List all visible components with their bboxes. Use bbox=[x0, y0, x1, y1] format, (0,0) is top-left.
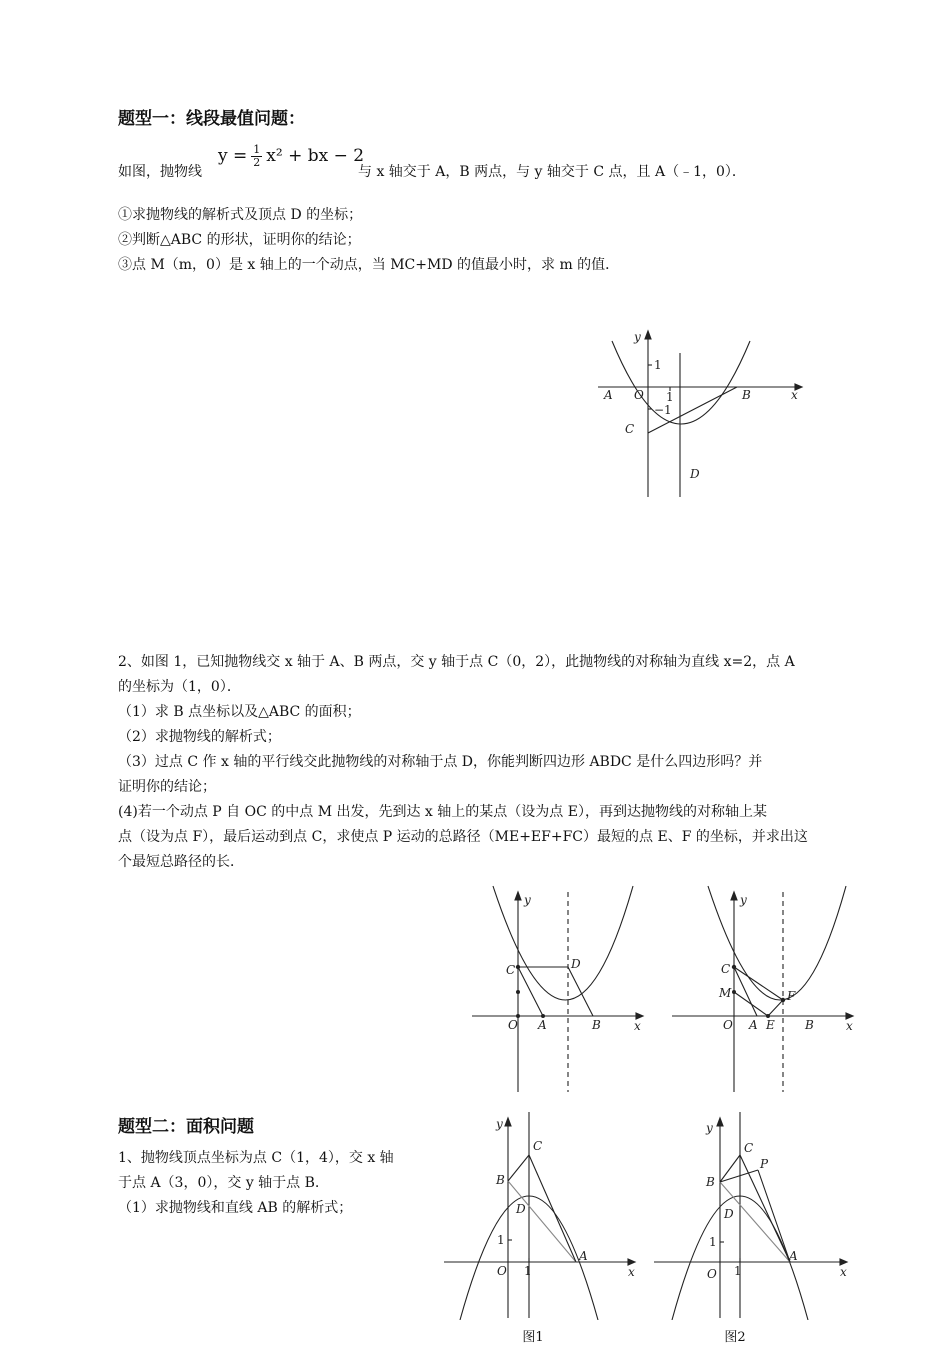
label-A: A bbox=[538, 1018, 547, 1032]
problem2-line-3: （1）求 B 点坐标以及△ABC 的面积； bbox=[118, 704, 361, 720]
problem2-line-8: 点（设为点 F），最后运动到点 C，求使点 P 运动的总路径（ME+EF+FC）最短的点 E、F 的坐标，并求出这 bbox=[118, 829, 808, 845]
section2-line-2: 于点 A（3，0），交 y 轴于点 B. bbox=[118, 1175, 320, 1191]
label-D: D bbox=[690, 467, 700, 481]
section2-line-1: 1、抛物线顶点坐标为点 C（1，4），交 x 轴 bbox=[118, 1150, 394, 1166]
parabola-formula bbox=[218, 136, 364, 176]
section1-question-2: ②判断△ABC 的形状，证明你的结论； bbox=[118, 232, 361, 248]
label-A: A bbox=[789, 1249, 798, 1263]
label-x: x bbox=[840, 1265, 847, 1279]
segment-ba bbox=[720, 1182, 790, 1262]
problem2-text bbox=[118, 650, 838, 875]
formula-rest: x² + bx − 2 bbox=[266, 146, 365, 166]
section1-heading: 题型一：线段最值问题： bbox=[118, 109, 305, 129]
segment-ca bbox=[518, 967, 543, 1016]
label-x: x bbox=[846, 1019, 853, 1033]
label-D: D bbox=[571, 957, 581, 971]
formula-fraction bbox=[251, 144, 262, 169]
label-A: A bbox=[579, 1249, 588, 1263]
segment-bc bbox=[720, 1155, 740, 1182]
label-C: C bbox=[721, 962, 731, 976]
label-neg-one: −1 bbox=[654, 403, 672, 417]
label-D: D bbox=[516, 1202, 526, 1216]
label-O: O bbox=[723, 1018, 733, 1032]
problem2-line-6: 证明你的结论； bbox=[118, 779, 216, 795]
label-y: y bbox=[634, 330, 641, 344]
segment-pa bbox=[758, 1170, 790, 1262]
label-F: F bbox=[787, 989, 796, 1003]
label-one-x: 1 bbox=[524, 1264, 532, 1278]
section1-parabola-figure bbox=[590, 325, 810, 505]
label-P: P bbox=[760, 1157, 769, 1171]
label-x: x bbox=[791, 388, 798, 402]
formula-lhs: y = bbox=[218, 146, 248, 166]
label-one-x: 1 bbox=[666, 390, 674, 404]
label-B: B bbox=[742, 388, 751, 402]
problem2-line-5: （3）过点 C 作 x 轴的平行线交此抛物线的对称轴于点 D，你能判断四边形 ABDC 是什么四边形吗？并 bbox=[118, 754, 763, 770]
label-B: B bbox=[706, 1175, 715, 1189]
label-A: A bbox=[749, 1018, 758, 1032]
section1-question-3: ③点 M（m，0）是 x 轴上的一个动点，当 MC+MD 的值最小时，求 m 的值． bbox=[118, 257, 620, 273]
label-one-y: 1 bbox=[654, 358, 662, 372]
parabola-curve bbox=[493, 886, 633, 1000]
label-O: O bbox=[497, 1264, 507, 1278]
label-x: x bbox=[634, 1019, 641, 1033]
label-C: C bbox=[533, 1139, 543, 1153]
label-O: O bbox=[707, 1267, 717, 1281]
label-B: B bbox=[496, 1173, 505, 1187]
label-O: O bbox=[508, 1018, 518, 1032]
section2-text bbox=[118, 1146, 438, 1221]
problem2-figure-1 bbox=[468, 884, 648, 1094]
section1-intro-after: 与 x 轴交于 A，B 两点，与 y 轴交于 C 点，且 A（﹣1，0）． bbox=[358, 164, 746, 180]
segment-me bbox=[734, 992, 768, 1016]
segment-db bbox=[568, 967, 593, 1016]
section2-figure-2-caption: 图2 bbox=[724, 1330, 746, 1345]
label-M: M bbox=[719, 986, 732, 1000]
formula-frac-den: 2 bbox=[253, 155, 261, 169]
label-C: C bbox=[744, 1141, 754, 1155]
label-y: y bbox=[524, 893, 531, 907]
label-one-x: 1 bbox=[734, 1264, 742, 1278]
label-D: D bbox=[724, 1207, 734, 1221]
segment-ca bbox=[740, 1155, 790, 1262]
label-C: C bbox=[506, 963, 516, 977]
segment-ef bbox=[768, 1000, 783, 1016]
label-one-y: 1 bbox=[709, 1235, 717, 1249]
segment-bc bbox=[508, 1155, 529, 1181]
label-B: B bbox=[805, 1018, 814, 1032]
label-A: A bbox=[604, 388, 613, 402]
problem2-line-7: (4)若一个动点 P 自 OC 的中点 M 出发，先到达 x 轴上的某点（设为点 E），再到达抛物线的对称轴上某 bbox=[118, 804, 767, 820]
parabola-curve bbox=[708, 886, 846, 1000]
section1-question-1: ①求抛物线的解析式及顶点 D 的坐标； bbox=[118, 207, 363, 223]
label-B: B bbox=[592, 1018, 601, 1032]
label-E: E bbox=[766, 1018, 775, 1032]
label-x: x bbox=[628, 1265, 635, 1279]
section2-heading: 题型二：面积问题 bbox=[118, 1117, 254, 1137]
section2-line-3: （1）求抛物线和直线 AB 的解析式； bbox=[118, 1200, 353, 1216]
label-C: C bbox=[625, 422, 635, 436]
problem2-line-4: （2）求抛物线的解析式； bbox=[118, 729, 281, 745]
segment-ba bbox=[508, 1181, 576, 1262]
label-y: y bbox=[740, 893, 747, 907]
section2-figure-2 bbox=[650, 1110, 855, 1320]
section1-intro-before: 如图，抛物线 bbox=[118, 164, 202, 180]
section2-figure-1-caption: 图1 bbox=[522, 1330, 544, 1345]
label-y: y bbox=[496, 1117, 503, 1131]
formula-frac-num: 1 bbox=[253, 142, 261, 156]
segment-ca bbox=[529, 1155, 576, 1262]
problem2-line-1: 2、如图 1，已知抛物线交 x 轴于 A、B 两点，交 y 轴于点 C（0，2），此抛物线的对称轴为直线 x=2，点 A bbox=[118, 654, 795, 670]
label-one-y: 1 bbox=[497, 1233, 505, 1247]
label-O: O bbox=[634, 388, 644, 402]
parabola-curve bbox=[612, 341, 750, 424]
problem2-figure-2 bbox=[668, 884, 858, 1094]
problem2-line-9: 个最短总路径的长． bbox=[118, 854, 244, 870]
section2-figure-1 bbox=[440, 1110, 640, 1320]
label-y: y bbox=[706, 1121, 713, 1135]
problem2-line-2: 的坐标为（1，0）． bbox=[118, 679, 241, 695]
y-axis-arrow bbox=[645, 331, 651, 339]
